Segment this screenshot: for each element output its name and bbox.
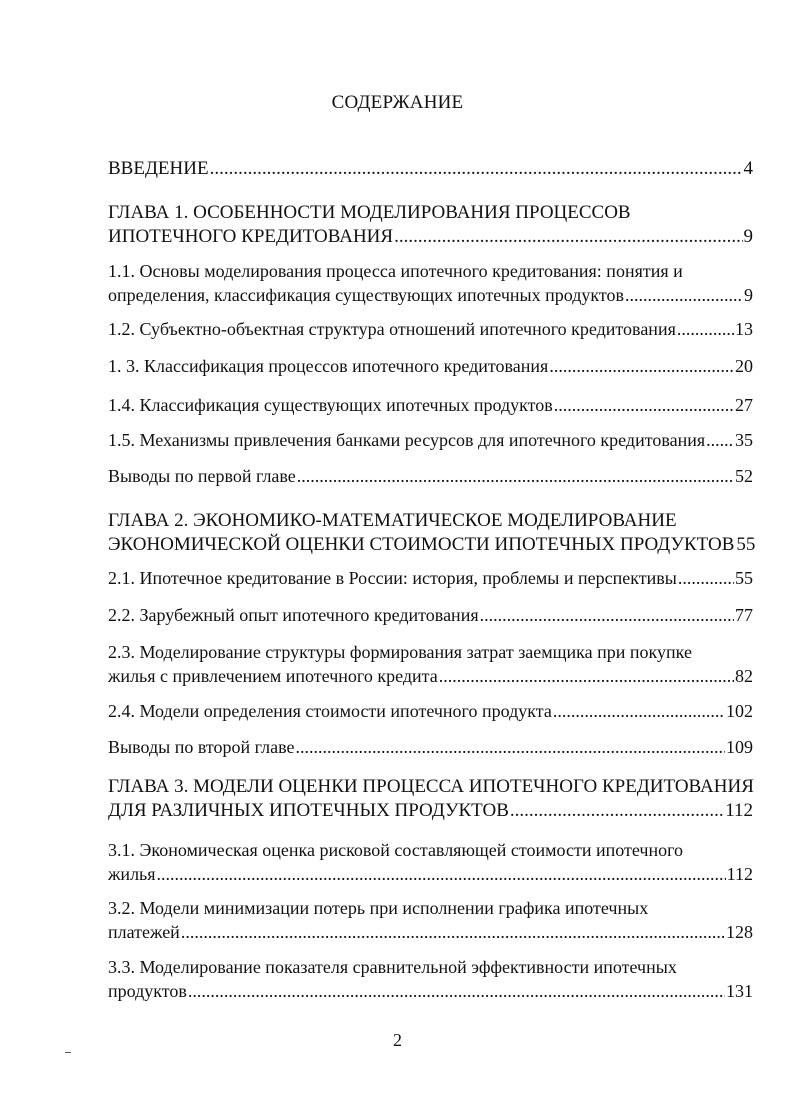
dot-leader [480,603,734,627]
dot-leader [439,664,734,688]
toc-entry-text-line: 3.2. Модели минимизации потерь при исполнении графика ипотечных [108,898,649,918]
dot-leader [295,735,725,759]
toc-entry-page-number: 112 [725,800,753,821]
toc-entry-last-line [108,225,753,249]
toc-entry-last-line [108,699,753,723]
toc-entry-page-number: 82 [735,666,753,686]
page-number: 2 [393,1030,402,1050]
toc-entry-text-line: ГЛАВА 1. ОСОБЕННОСТИ МОДЕЛИРОВАНИЯ ПРОЦЕССОВ [108,202,631,223]
toc-entry-text-line: 2.2. Зарубежный опыт ипотечного кредитования [108,605,479,625]
toc-entry-last-line [108,603,753,627]
toc-entry-section-3-3[interactable] [108,955,753,1003]
dot-leader [210,157,743,181]
dot-leader [549,354,734,378]
toc-entry-text-line: 3.1. Экономическая оценка рисковой составляющей стоимости ипотечного [108,840,684,860]
dot-leader [625,283,743,307]
toc-entry-text-line: ГЛАВА 2. ЭКОНОМИКО-МАТЕМАТИЧЕСКОЕ МОДЕЛИРОВАНИЕ [108,510,677,531]
toc-entry-last-line [108,566,753,590]
toc-entry-page-number: 55 [736,534,756,555]
toc-entry-page-number: 77 [735,605,753,625]
toc-entry-page-number: 9 [744,285,753,305]
toc-entry-section-1-1[interactable] [108,259,753,307]
toc-entry-text-line: 1.1. Основы моделирования процесса ипотечного кредитования: понятия и [108,261,683,281]
toc-entry-page-number: 9 [743,226,753,247]
toc-entry-text-line: 2.1. Ипотечное кредитование в России: история, проблемы и перспективы [108,568,677,588]
dot-leader [678,566,734,590]
toc-entry-section-1-5[interactable] [108,428,753,452]
toc-entry-text-line: 3.3. Моделирование показателя сравнительной эффективности ипотечных [108,957,677,977]
toc-entry-text-line: ГЛАВА 3. МОДЕЛИ ОЦЕНКИ ПРОЦЕССА ИПОТЕЧНОГО КРЕДИТОВАНИЯ [108,776,754,797]
toc-entry-last-line [108,979,753,1003]
toc-entry-page-number: 102 [726,701,753,721]
toc-entry-text-line: жилья [108,864,156,884]
toc-entry-last-line [108,533,756,557]
toc-entry-section-3-1[interactable] [108,838,753,886]
toc-entry-text-line: Выводы по второй главе [108,737,295,757]
toc-entry-section-3-2[interactable] [108,896,753,944]
toc-entry-text-line: платежей [108,922,180,942]
toc-entry-text-line: 2.3. Моделирование структуры формирования затрат заемщика при покупке [108,642,692,662]
dot-leader [297,464,734,488]
toc-entry-text-line: ВВЕДЕНИЕ [108,158,209,179]
toc-entry-last-line [108,920,753,944]
toc-entry-chapter-2[interactable] [108,509,756,557]
toc-entry-text-line: определения, классификация существующих ипотечных продуктов [108,285,625,305]
toc-entry-chapter-1-conclusions[interactable] [108,464,753,488]
toc-entry-text-line: жилья с привлечением ипотечного кредита [108,666,438,686]
dot-leader [706,428,734,452]
page-title: СОДЕРЖАНИЕ [331,92,464,113]
toc-entry-text-line: 1.4. Классификация существующих ипотечных продуктов [108,395,553,415]
toc-entry-page-number: 13 [735,319,753,339]
toc-entry-last-line [108,428,753,452]
toc-entry-last-line [108,799,753,823]
toc-entry-last-line [108,862,753,886]
toc-entry-last-line [108,464,753,488]
toc-entry-last-line [108,317,753,341]
toc-entry-section-2-4[interactable] [108,699,753,723]
toc-entry-section-2-3[interactable] [108,640,753,688]
toc-entry-page-number: 131 [726,981,753,1001]
dot-leader [510,799,724,823]
toc-entry-page-number: 128 [726,922,753,942]
toc-entry-last-line [108,354,753,378]
toc-entry-last-line [108,157,753,181]
toc-entry-page-number: 4 [743,158,753,179]
dot-leader [553,699,725,723]
toc-entry-page-number: 27 [735,395,753,415]
toc-entry-text-line: 1. 3. Классификация процессов ипотечного кредитования [108,356,549,376]
toc-entry-page-number: 55 [735,568,753,588]
toc-entry-text-line: Выводы по первой главе [108,466,296,486]
toc-entry-last-line [108,664,753,688]
toc-entry-last-line [108,735,753,759]
toc-entry-text-line: 1.2. Субъектно-объектная структура отношений ипотечного кредитования [108,319,676,339]
toc-entry-page-number: 109 [726,737,753,757]
dot-leader [554,393,734,417]
toc-entry-chapter-3[interactable] [108,775,753,823]
toc-entry-text-line: 2.4. Модели определения стоимости ипотечного продукта [108,701,552,721]
toc-entry-page-number: 112 [726,864,753,884]
toc-entry-section-2-1[interactable] [108,566,753,590]
toc-entry-page-number: 52 [735,466,753,486]
toc-entry-last-line [108,283,753,307]
toc-entry-text-line: ДЛЯ РАЗЛИЧНЫХ ИПОТЕЧНЫХ ПРОДУКТОВ [108,800,509,821]
toc-entry-introduction[interactable] [108,157,753,181]
toc-entry-section-2-2[interactable] [108,603,753,627]
toc-entry-chapter-2-conclusions[interactable] [108,735,753,759]
dot-leader [188,979,725,1003]
toc-entry-page-number: 35 [735,430,753,450]
toc-entry-text-line: ИПОТЕЧНОГО КРЕДИТОВАНИЯ [108,226,394,247]
scan-artifact [65,1052,71,1053]
toc-entry-text-line: ЭКОНОМИЧЕСКОЙ ОЦЕНКИ СТОИМОСТИ ИПОТЕЧНЫХ ПРОДУКТОВ [108,534,735,555]
dot-leader [677,317,734,341]
toc-entry-chapter-1[interactable] [108,201,753,249]
dot-leader [181,920,725,944]
toc-entry-text-line: продуктов [108,981,187,1001]
toc-entry-last-line [108,393,753,417]
toc-entry-text-line: 1.5. Механизмы привлечения банками ресурсов для ипотечного кредитования [108,430,706,450]
toc-entry-page-number: 20 [735,356,753,376]
toc-entry-section-1-2[interactable] [108,317,753,341]
dot-leader [157,862,726,886]
dot-leader [394,225,742,249]
toc-entry-section-1-4[interactable] [108,393,753,417]
toc-entry-section-1-3[interactable] [108,354,753,378]
